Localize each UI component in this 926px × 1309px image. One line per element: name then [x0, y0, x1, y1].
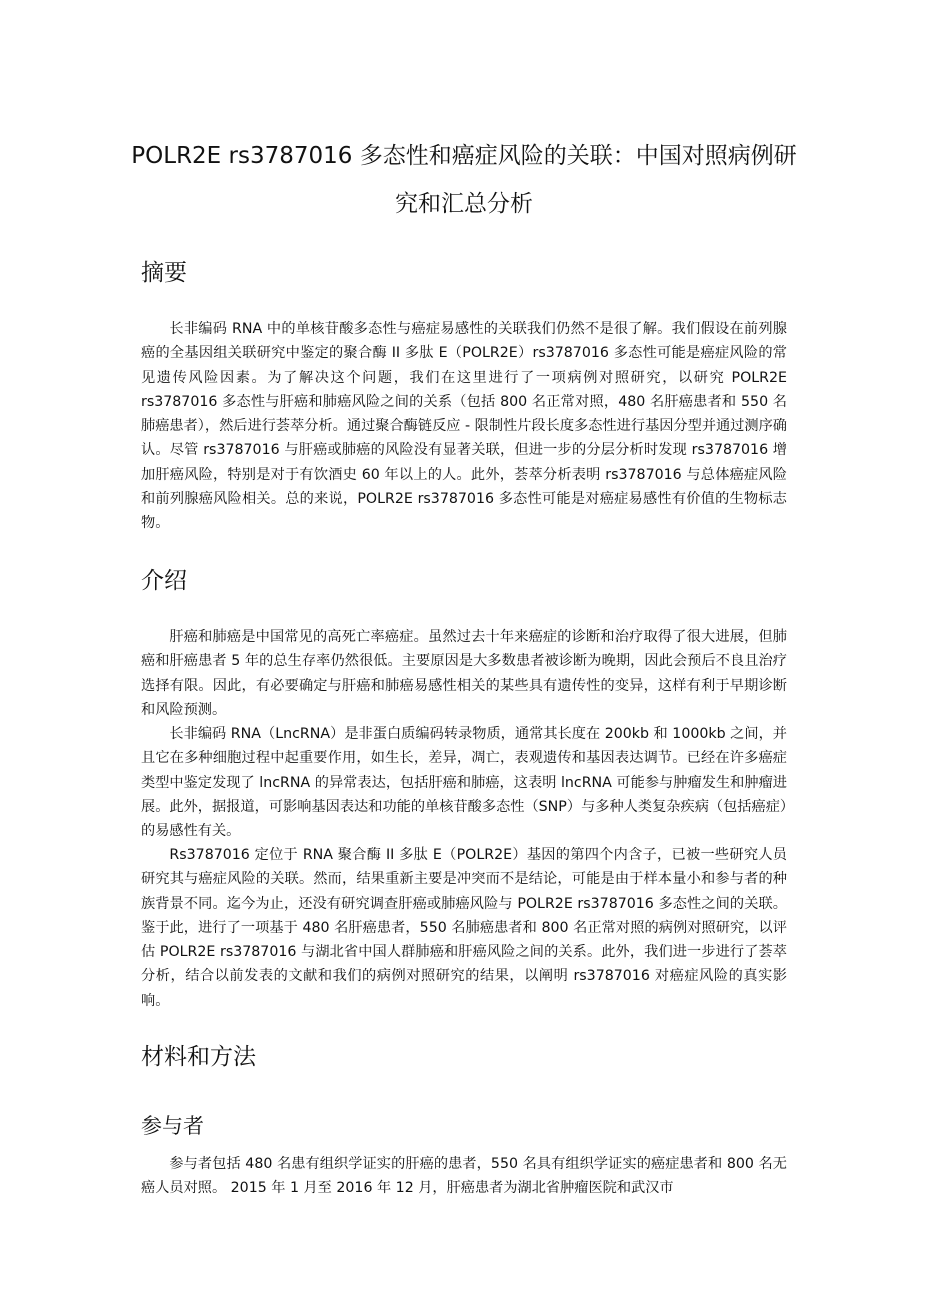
participants-paragraph: 参与者包括 480 名患有组织学证实的肝癌的患者，550 名具有组织学证实的癌症患者和 800 名无癌人员对照。 2015 年 1 月至 2016 年 12 月，肝癌患者为湖北省肿瘤医院和武汉市	[141, 1156, 787, 1197]
abstract-heading: 摘要	[141, 260, 187, 286]
intro-paragraph-2: 长非编码 RNA（LncRNA）是非蛋白质编码转录物质，通常其长度在 200kb 和 1000kb 之间，并且它在多种细胞过程中起重要作用，如生长，差异，凋亡，表观遗传和基因表达调节。已经在许多癌症类型中鉴定发现了 lncRNA 的异常表达，包括肝癌和肺癌，这表明 lncRNA 可能参与肿瘤发生和肿瘤进展。此外，据报道，可影响基因表达和功能的单核苷酸多态性（SNP）与多种人类复杂疾病（包括癌症）的易感性有关。	[141, 726, 787, 840]
abstract-paragraph: 长非编码 RNA 中的单核苷酸多态性与癌症易感性的关联我们仍然不是很了解。我们假设在前列腺癌的全基因组关联研究中鉴定的聚合酶 II 多肽 E（POLR2E）rs3787016 多态性可能是癌症风险的常见遗传风险因素。为了解决这个问题，我们在这里进行了一项病例对照研究，以研究 POLR2E rs3787016 多态性与肝癌和肺癌风险之间的关系（包括 800 名正常对照，480 名肝癌患者和 550 名肺癌患者），然后进行荟萃分析。通过聚合酶链反应 - 限制性片段长度多态性进行基因分型并通过测序确认。尽管 rs3787016 与肝癌或肺癌的风险没有显著关联，但进一步的分层分析时发现 rs3787016 增加肝癌风险，特别是对于有饮酒史 60 年以上的人。此外，荟萃分析表明 rs3787016 与总体癌症风险和前列腺癌风险相关。总的来说，POLR2E rs3787016 多态性可能是对癌症易感性有价值的生物标志物。	[141, 321, 787, 532]
participants-heading: 参与者	[141, 1114, 204, 1138]
introduction-heading: 介绍	[141, 568, 187, 594]
intro-paragraph-3: Rs3787016 定位于 RNA 聚合酶 II 多肽 E（POLR2E）基因的第四个内含子，已被一些研究人员研究其与癌症风险的关联。然而，结果重新主要是冲突而不是结论，可能是由于样本量小和参与者的种族背景不同。迄今为止，还没有研究调查肝癌或肺癌风险与 POLR2E rs3787016 多态性之间的关联。鉴于此，进行了一项基于 480 名肝癌患者，550 名肺癌患者和 800 名正常对照的病例对照研究，以评估 POLR2E rs3787016 与湖北省中国人群肺癌和肝癌风险之间的关系。此外，我们进一步进行了荟萃分析，结合以前发表的文献和我们的病例对照研究的结果，以阐明 rs3787016 对癌症风险的真实影响。	[141, 847, 787, 1009]
methods-heading: 材料和方法	[141, 1044, 256, 1070]
intro-paragraph-1: 肝癌和肺癌是中国常见的高死亡率癌症。虽然过去十年来癌症的诊断和治疗取得了很大进展，但肺癌和肝癌患者 5 年的总生存率仍然很低。主要原因是大多数患者被诊断为晚期，因此会预后不良且治疗选择有限。因此，有必要确定与肝癌和肺癌易感性相关的某些具有遗传性的变异，这样有利于早期诊断和风险预测。	[141, 629, 787, 718]
page-title: POLR2E rs3787016 多态性和癌症风险的关联：中国对照病例研究和汇总分析	[131, 143, 797, 217]
